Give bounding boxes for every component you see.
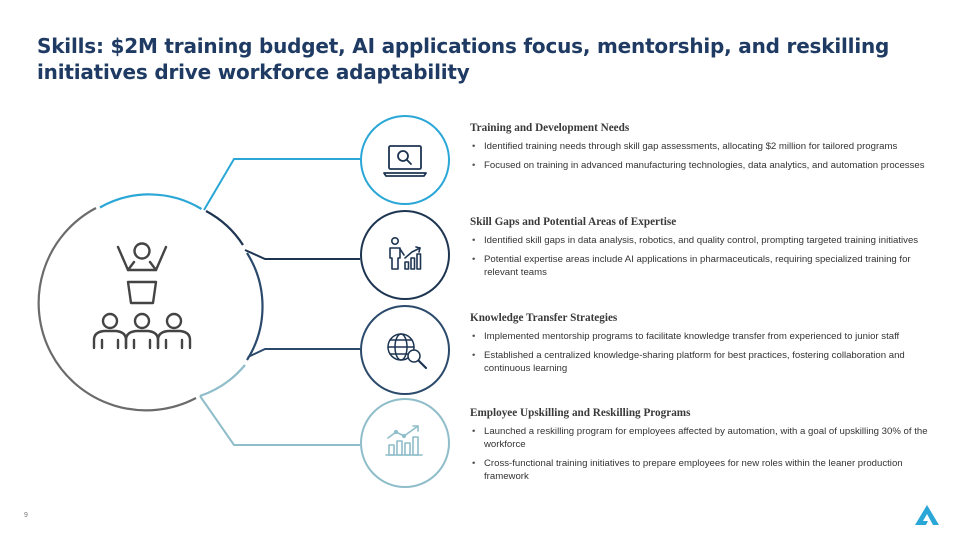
section-heading: Knowledge Transfer Strategies — [470, 312, 618, 324]
brand-logo-icon — [914, 504, 940, 526]
connector-4 — [200, 396, 360, 445]
section-heading: Training and Development Needs — [470, 122, 630, 134]
section-heading: Employee Upskilling and Reskilling Programs — [470, 407, 691, 419]
hub-arc-top — [100, 194, 202, 209]
bullet-item: • Established a centralized knowledge-sharing platform for best practices, fostering collaboration and continuous learning — [470, 349, 930, 375]
section-training-development — [470, 122, 930, 178]
connector-2 — [245, 250, 360, 259]
bullet-item: • Identified skill gaps in data analysis, robotics, and quality control, prompting targeted training initiatives — [470, 234, 930, 247]
bullet-item: • Cross-functional training initiatives to prepare employees for new roles within the leaner production framework — [470, 457, 930, 483]
section-skill-gaps — [470, 216, 930, 285]
bullet-item: • Focused on training in advanced manufacturing technologies, data analytics, and automation processes — [470, 159, 930, 172]
bullet-item: • Potential expertise areas include AI applications in pharmaceuticals, requiring specialized training for relevant teams — [470, 253, 930, 279]
connector-1 — [204, 159, 360, 210]
spoke-circle-2 — [361, 211, 449, 299]
section-upskilling-reskilling — [470, 407, 930, 489]
bullet-item: • Launched a reskilling program for employees affected by automation, with a goal of upskilling 30% of the workforce — [470, 425, 930, 451]
hub-arc-lower-right — [200, 365, 245, 396]
hub-arc-left — [39, 208, 196, 410]
slide-title: Skills: $2M training budget, AI applications focus, mentorship, and reskilling initiatives drive workforce adaptability — [37, 34, 890, 84]
bullet-item: • Implemented mentorship programs to facilitate knowledge transfer from experienced to junior staff — [470, 330, 930, 343]
section-heading: Skill Gaps and Potential Areas of Expertise — [470, 216, 677, 228]
connector-3 — [248, 349, 360, 357]
bullet-item: • Identified training needs through skill gap assessments, allocating $2 million for tailored programs — [470, 140, 930, 153]
person-presenting-to-audience-icon — [94, 244, 190, 349]
hub-arc-upper-right — [206, 211, 243, 245]
spoke-circle-3 — [361, 306, 449, 394]
hub-arc-right — [247, 253, 263, 360]
section-knowledge-transfer — [470, 312, 930, 381]
page-number: 9 — [24, 512, 28, 519]
